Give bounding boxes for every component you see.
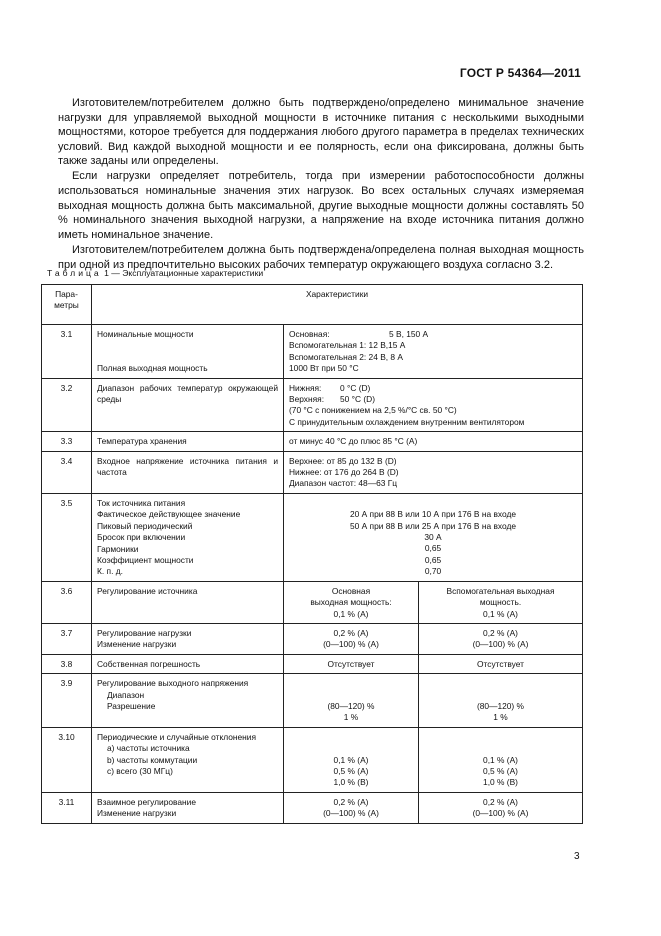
table-caption [47,268,263,278]
value-line: 50 °С (D) [340,394,375,405]
label-line: Взаимное регулирование [97,796,197,807]
value-line: (0—100) % (А) [323,808,379,819]
value-line: (0—100) % (А) [472,808,529,819]
label-line: Полная выходная мощность [97,363,208,374]
value-line: 0,2 % (А) [483,627,518,638]
label-line: Пиковый периодический [97,520,193,531]
value-line: Вспомогательная 1: 12 В,15 А [289,340,406,351]
table-row [42,432,583,451]
row-label: Диапазон рабочих температур окружающей среды [92,378,284,432]
label-line: Гармоники [97,543,139,554]
value-line: Вспомогательная 2: 24 В, 8 А [289,351,404,362]
table-row [42,623,583,654]
value-line: мощность. [479,597,522,608]
value-aux [419,792,583,823]
row-number: 3.7 [42,623,92,654]
row-number: 3.2 [42,378,92,432]
label-line: Изменение нагрузки [97,639,177,650]
row-number: 3.6 [42,581,92,623]
table-row [42,581,583,623]
label-line: Разрешение [107,700,156,711]
value-line: (80—120) % [327,700,375,711]
row-value [284,451,583,493]
value-line: 0,1 % (А) [333,608,369,619]
header-params: Пара-метры [42,285,92,325]
label-line: Регулирование нагрузки [97,627,192,638]
value-aux [419,727,583,792]
value-line: Нижняя: [289,382,322,393]
row-number: 3.11 [42,792,92,823]
row-label: Температура хранения [92,432,284,451]
label-line: Бросок при включении [97,532,186,543]
value-line: Диапазон частот: 48—63 Гц [289,478,398,489]
characteristics-table [41,284,583,824]
value-line: 0 °С (D) [340,382,371,393]
value-line: 1,0 % (В) [483,777,518,788]
table-row [42,378,583,432]
row-label [92,493,284,581]
value-line: 0,65 [424,543,442,554]
intro-paragraph: Если нагрузки определяет потребитель, тогда при измерении работоспособности должны использоваться номинальные значения этих нагрузок. Во всех остальных случаях измеряемая выходная мощность должна быть максимальной, другие выходные мощности должны составлять 50 % номинального значения выходной нагрузки, а напряжение на входе источника питания должно иметь номинальное значение. [58,170,584,241]
label-line: а) частоты источника [107,743,190,754]
row-number: 3.1 [42,325,92,379]
row-label [92,674,284,728]
value-line: 5 В, 150 А [389,329,429,339]
value-line: 0,1 % (А) [483,608,518,619]
value-line: 0,1 % (А) [333,754,369,765]
value-line: (80—120) % [476,700,524,711]
row-value: от минус 40 °С до плюс 85 °С (А) [284,432,583,451]
value-line: Основная: [289,329,330,339]
value-main [284,727,419,792]
value-line: 0,2 % (А) [333,796,369,807]
row-label: Входное напряжение источника питания и частота [92,451,284,493]
value-line: Верхнее: от 85 до 132 В (D) [289,455,397,466]
value-line: 0,65 [424,554,442,565]
value-line: (0—100) % (А) [323,639,379,650]
intro-text [58,96,584,273]
value-line: выходная мощность: [310,597,392,608]
value-line: 0,1 % (А) [483,754,518,765]
intro-paragraph: Изготовителем/потребителем должна быть подтверждена/определена полная выходная мощность при одной из предпочтительно высоких рабочих температур окружающего воздуха согласно 3.2. [58,243,584,271]
intro-paragraph: Изготовителем/потребителем должно быть подтверждено/определено минимальное значение нагрузки для управляемой выходной мощности в источнике питания с несколькими выходными мощностями, которое требуется для поддержания любого другого параметра в пределах технических условий. Вид каждой выходной мощности и ее полярность, если она фиксирована, должны быть также заданы или определены. [58,97,584,168]
table-caption-word: Таблица [47,268,102,278]
value-line: Вспомогательная выходная [446,585,555,596]
value-line: 0,70 [424,566,442,577]
row-label [92,623,284,654]
label-line: b) частоты коммутации [107,754,198,765]
row-label [92,727,284,792]
table-caption-title: 1 — Эксплуатационные характеристики [101,268,264,278]
table-header-row [42,285,583,325]
value-main [284,623,419,654]
page-number: 3 [574,851,580,862]
value-aux [419,674,583,728]
value-line: Верхняя: [289,394,325,405]
value-line: С принудительным охлаждением внутренним вентилятором [289,416,525,427]
row-label [92,325,284,379]
value-line: 50 А при 88 В или 25 А при 176 В на входе [349,520,516,531]
value-main [284,792,419,823]
table-row [42,792,583,823]
value-aux: Отсутствует [419,654,583,673]
row-label: Регулирование источника [92,581,284,623]
label-line: Периодические и случайные отклонения [97,731,257,742]
value-main [284,581,419,623]
label-line: Номинальные мощности [97,329,194,339]
row-label [92,792,284,823]
label-line: с) всего (30 МГц) [107,765,173,776]
row-number: 3.9 [42,674,92,728]
value-main [284,674,419,728]
value-line: 0,5 % (А) [333,765,369,776]
row-number: 3.10 [42,727,92,792]
row-label: Собственная погрешность [92,654,284,673]
value-line: 20 А при 88 В или 10 А при 176 В на входе [349,509,516,520]
value-aux [419,623,583,654]
value-aux [419,581,583,623]
label-line: Изменение нагрузки [97,808,177,819]
table-row [42,674,583,728]
value-line: 30 А [424,532,442,543]
value-line: Основная [331,585,371,596]
value-line: Нижнее: от 176 до 264 В (D) [289,467,399,478]
row-number: 3.4 [42,451,92,493]
value-line: 0,2 % (А) [483,796,518,807]
value-line: 0,5 % (А) [483,765,518,776]
row-value [284,325,583,379]
row-number: 3.3 [42,432,92,451]
value-line: 0,2 % (А) [333,627,369,638]
value-line: 1 % [493,712,508,723]
table-row [42,325,583,379]
label-line: Регулирование выходного напряжения [97,678,249,689]
table-row [42,727,583,792]
table-row [42,451,583,493]
row-value [284,378,583,432]
header-characteristics: Характеристики [92,285,583,325]
value-line: (0—100) % (А) [472,639,529,650]
value-line: 1000 Вт при 50 °С [289,363,359,374]
table-row [42,654,583,673]
label-line: К. п. д. [97,566,123,577]
row-number: 3.8 [42,654,92,673]
value-main: Отсутствует [284,654,419,673]
label-line: Диапазон [107,689,145,700]
row-value [284,493,583,581]
table-row [42,493,583,581]
value-line: (70 °С с понижением на 2,5 %/°С св. 50 °С) [289,405,457,416]
row-number: 3.5 [42,493,92,581]
document-header: ГОСТ Р 54364—2011 [459,66,581,80]
label-line: Фактическое действующее значение [97,509,241,520]
label-line: Коэффициент мощности [97,554,194,565]
value-line: 1 % [343,712,359,723]
label-line: Ток источника питания [97,497,186,508]
value-line: 1,0 % (В) [333,777,369,788]
